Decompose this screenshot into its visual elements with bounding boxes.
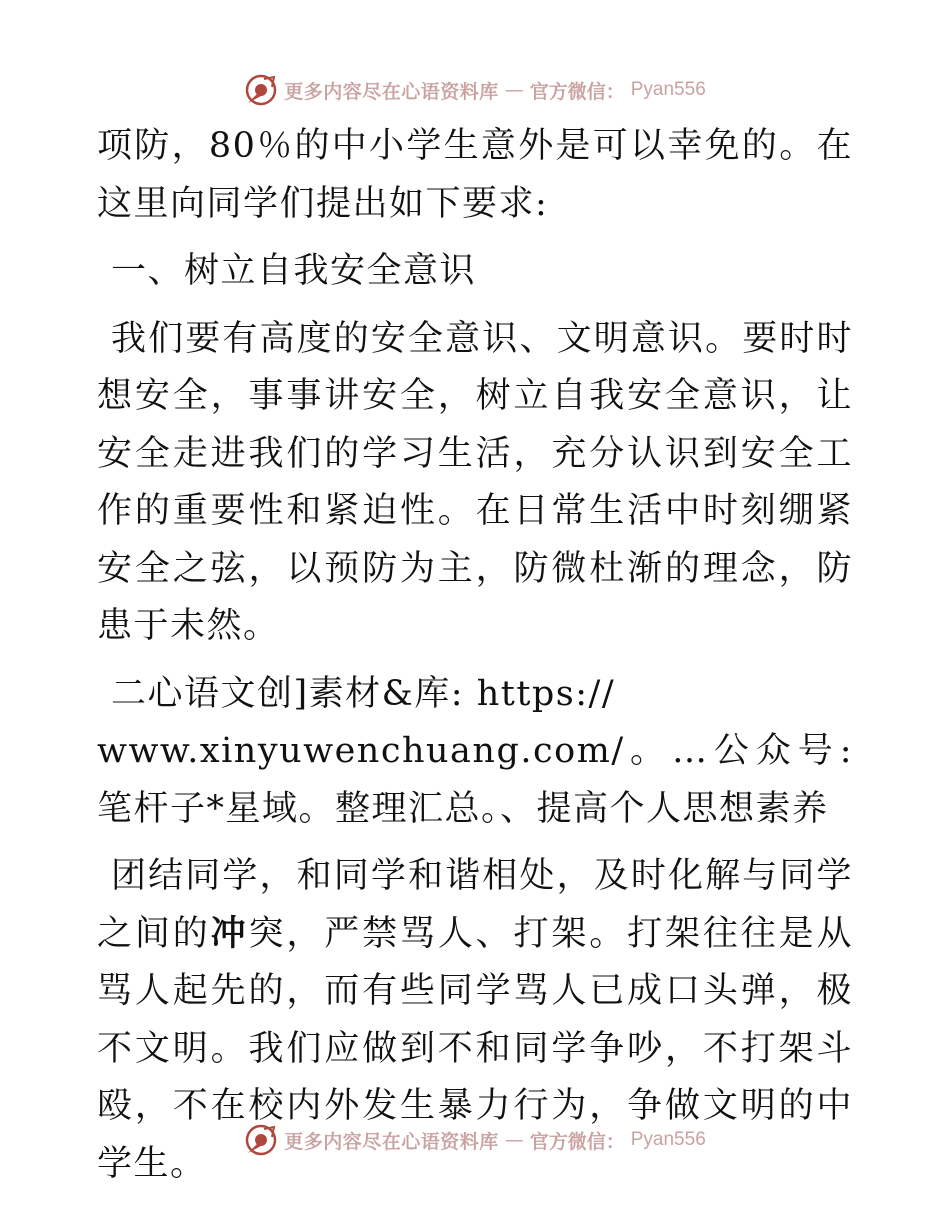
paragraph-2: 我们要有高度的安全意识、文明意识。要时时想安全，事事讲安全，树立自我安全意识，让安全走进我们的学习生活，充分认识到安全工作的重要性和紧迫性。在日常生活中时刻绷紧安全之弦，以预防为主，防微杜渐的理念，防患于未然。 xyxy=(97,318,853,646)
pen-logo-icon xyxy=(244,73,278,107)
banner-wechat-id: Pyan556 xyxy=(630,1129,706,1150)
banner-separator: — xyxy=(504,1129,524,1151)
section-heading-1: 一、树立自我安全意识 xyxy=(111,251,477,291)
footer-banner xyxy=(0,1120,950,1160)
document-body xyxy=(97,118,853,1203)
banner-text: 更多内容尽在心语资料库 xyxy=(284,1130,499,1153)
header-banner xyxy=(0,70,950,110)
banner-official-label: 官方微信： xyxy=(529,80,625,103)
paragraph-4-bold-char: 冲 xyxy=(210,913,249,954)
banner-text: 更多内容尽在心语资料库 xyxy=(284,80,499,103)
paragraph-3-line-1: 二心语文创]素材&库: https:// xyxy=(111,673,616,714)
paragraph-3-rest: www.xinyuwenchuang.com/。…公众号: 笔杆子*星域。整理汇总。、提高个人思想素养 xyxy=(97,731,853,829)
paragraph-4-before: 团结同学，和同学和谐相处，及时化解与同学之间的 xyxy=(97,856,853,954)
paragraph-3 xyxy=(97,666,853,839)
paragraph-4-after: 突，严禁骂人、打架。打架往往是从骂人起先的，而有些同学骂人已成口头弹，极不文明。我们应做到不和同学争吵，不打架斗殴，不在校内外发生暴力行为，争做文明的中学生。 xyxy=(97,913,853,1184)
paragraph-1: 项防，80％的中小学生意外是可以幸免的。在这里向同学们提出如下要求: xyxy=(97,126,853,224)
banner-separator: — xyxy=(504,79,524,101)
pen-logo-icon xyxy=(244,1123,278,1157)
banner-official-label: 官方微信： xyxy=(529,1130,625,1153)
banner-wechat-id: Pyan556 xyxy=(630,79,706,100)
